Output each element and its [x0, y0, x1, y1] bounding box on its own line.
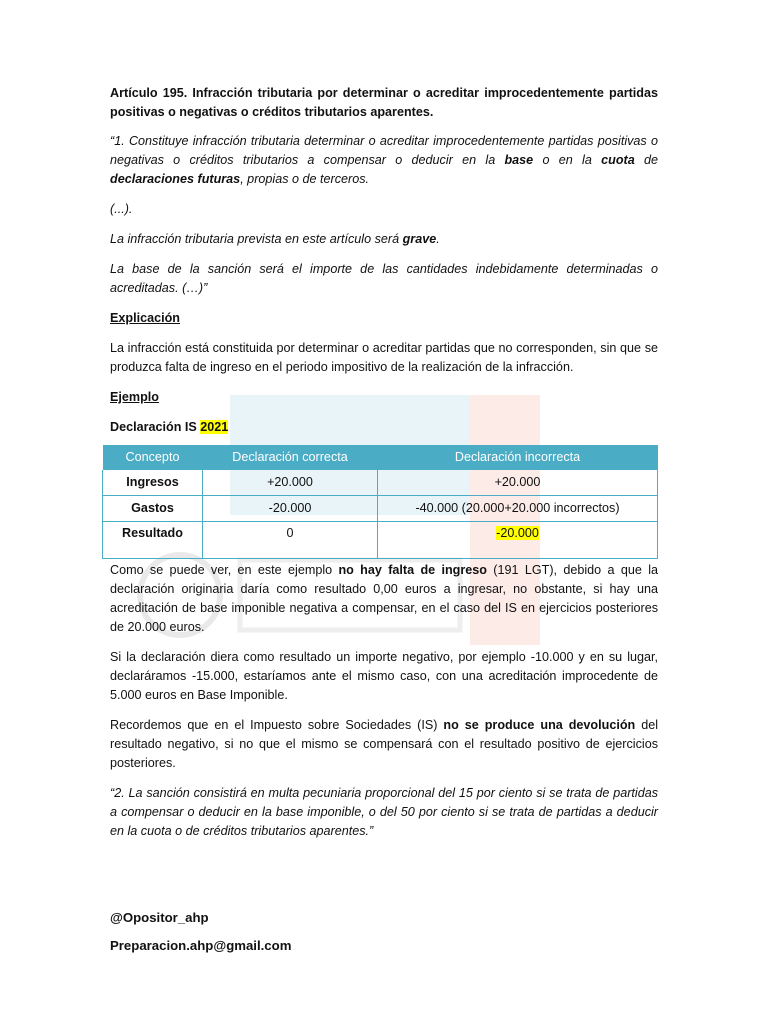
article-title: Artículo 195. Infracción tributaria por determinar o acreditar improcedentemente partidas positivas o negativas o créditos tributarios aparentes.	[110, 86, 658, 119]
table-cell: +20.000	[378, 470, 658, 496]
declaracion-table	[102, 445, 658, 559]
table-cell: +20.000	[203, 470, 378, 496]
quote-paragraph-2: “2. La sanción consistirá en multa pecuniaria proporcional del 15 por ciento si se trata de partidas a compensar o deducir en la base imponible, o del 50 por ciento si se trata de partidas a deducir en la cuota o de créditos tributarios aparentes.”	[110, 786, 658, 838]
table-row	[103, 496, 658, 522]
table-cell: -20.000	[378, 522, 658, 559]
para-devolucion: Recordemos que en el Impuesto sobre Sociedades (IS) no se produce una devolución del resultado negativo, si no que el mismo se compensará con el resultado positivo de ejercicios posteriores.	[110, 718, 658, 770]
explicacion-heading: Explicación	[110, 311, 180, 325]
table-cell: Resultado	[103, 522, 203, 559]
document-body	[110, 84, 658, 841]
para-no-falta-ingreso: Como se puede ver, en este ejemplo no hay falta de ingreso (191 LGT), debido a que la declaración originaria daría como resultado 0,00 euros a ingresar, no obstante, si hay una acreditación de base imponible negativa a compensar, en el caso del IS en ejercicios posteriores de 20.000 euros.	[110, 563, 658, 634]
table-row	[103, 522, 658, 559]
table-row	[103, 470, 658, 496]
table-cell: -20.000	[203, 496, 378, 522]
ejemplo-heading: Ejemplo	[110, 390, 159, 404]
table-cell: Ingresos	[103, 470, 203, 496]
table-cell: Gastos	[103, 496, 203, 522]
table-header-cell: Declaración incorrecta	[378, 445, 658, 470]
table-header-cell: Declaración correcta	[203, 445, 378, 470]
para-importe-negativo: Si la declaración diera como resultado un importe negativo, por ejemplo -10.000 y en su lugar, declaráramos -15.000, estaríamos ante el mismo caso, con una acreditación improcedente de 5.000 euros en Base Imponible.	[110, 650, 658, 702]
table-header-row	[103, 445, 658, 470]
table-header-cell: Concepto	[103, 445, 203, 470]
grave-line: La infracción tributaria prevista en este artículo será grave.	[110, 232, 440, 246]
declaracion-label: Declaración IS 2021	[110, 420, 229, 434]
contact-handle: @Opositor_ahp	[110, 910, 209, 925]
contact-email: Preparacion.ahp@gmail.com	[110, 938, 292, 953]
explicacion-paragraph: La infracción está constituida por determinar o acreditar partidas que no corresponden, sin que se produzca falta de ingreso en el periodo impositivo de la realización de la infracción.	[110, 341, 658, 374]
table-cell: -40.000 (20.000+20.000 incorrectos)	[378, 496, 658, 522]
table-cell: 0	[203, 522, 378, 559]
quote-paragraph-1: “1. Constituye infracción tributaria determinar o acreditar improcedentemente partidas positivas o negativas o créditos tributarios a compensar o deducir en la base o en la cuota de declaraciones futuras, propias o de terceros.	[110, 134, 659, 186]
base-sancion-paragraph: La base de la sanción será el importe de las cantidades indebidamente determinadas o acreditadas. (…)”	[110, 262, 658, 295]
ellipsis-line: (...).	[110, 202, 133, 216]
